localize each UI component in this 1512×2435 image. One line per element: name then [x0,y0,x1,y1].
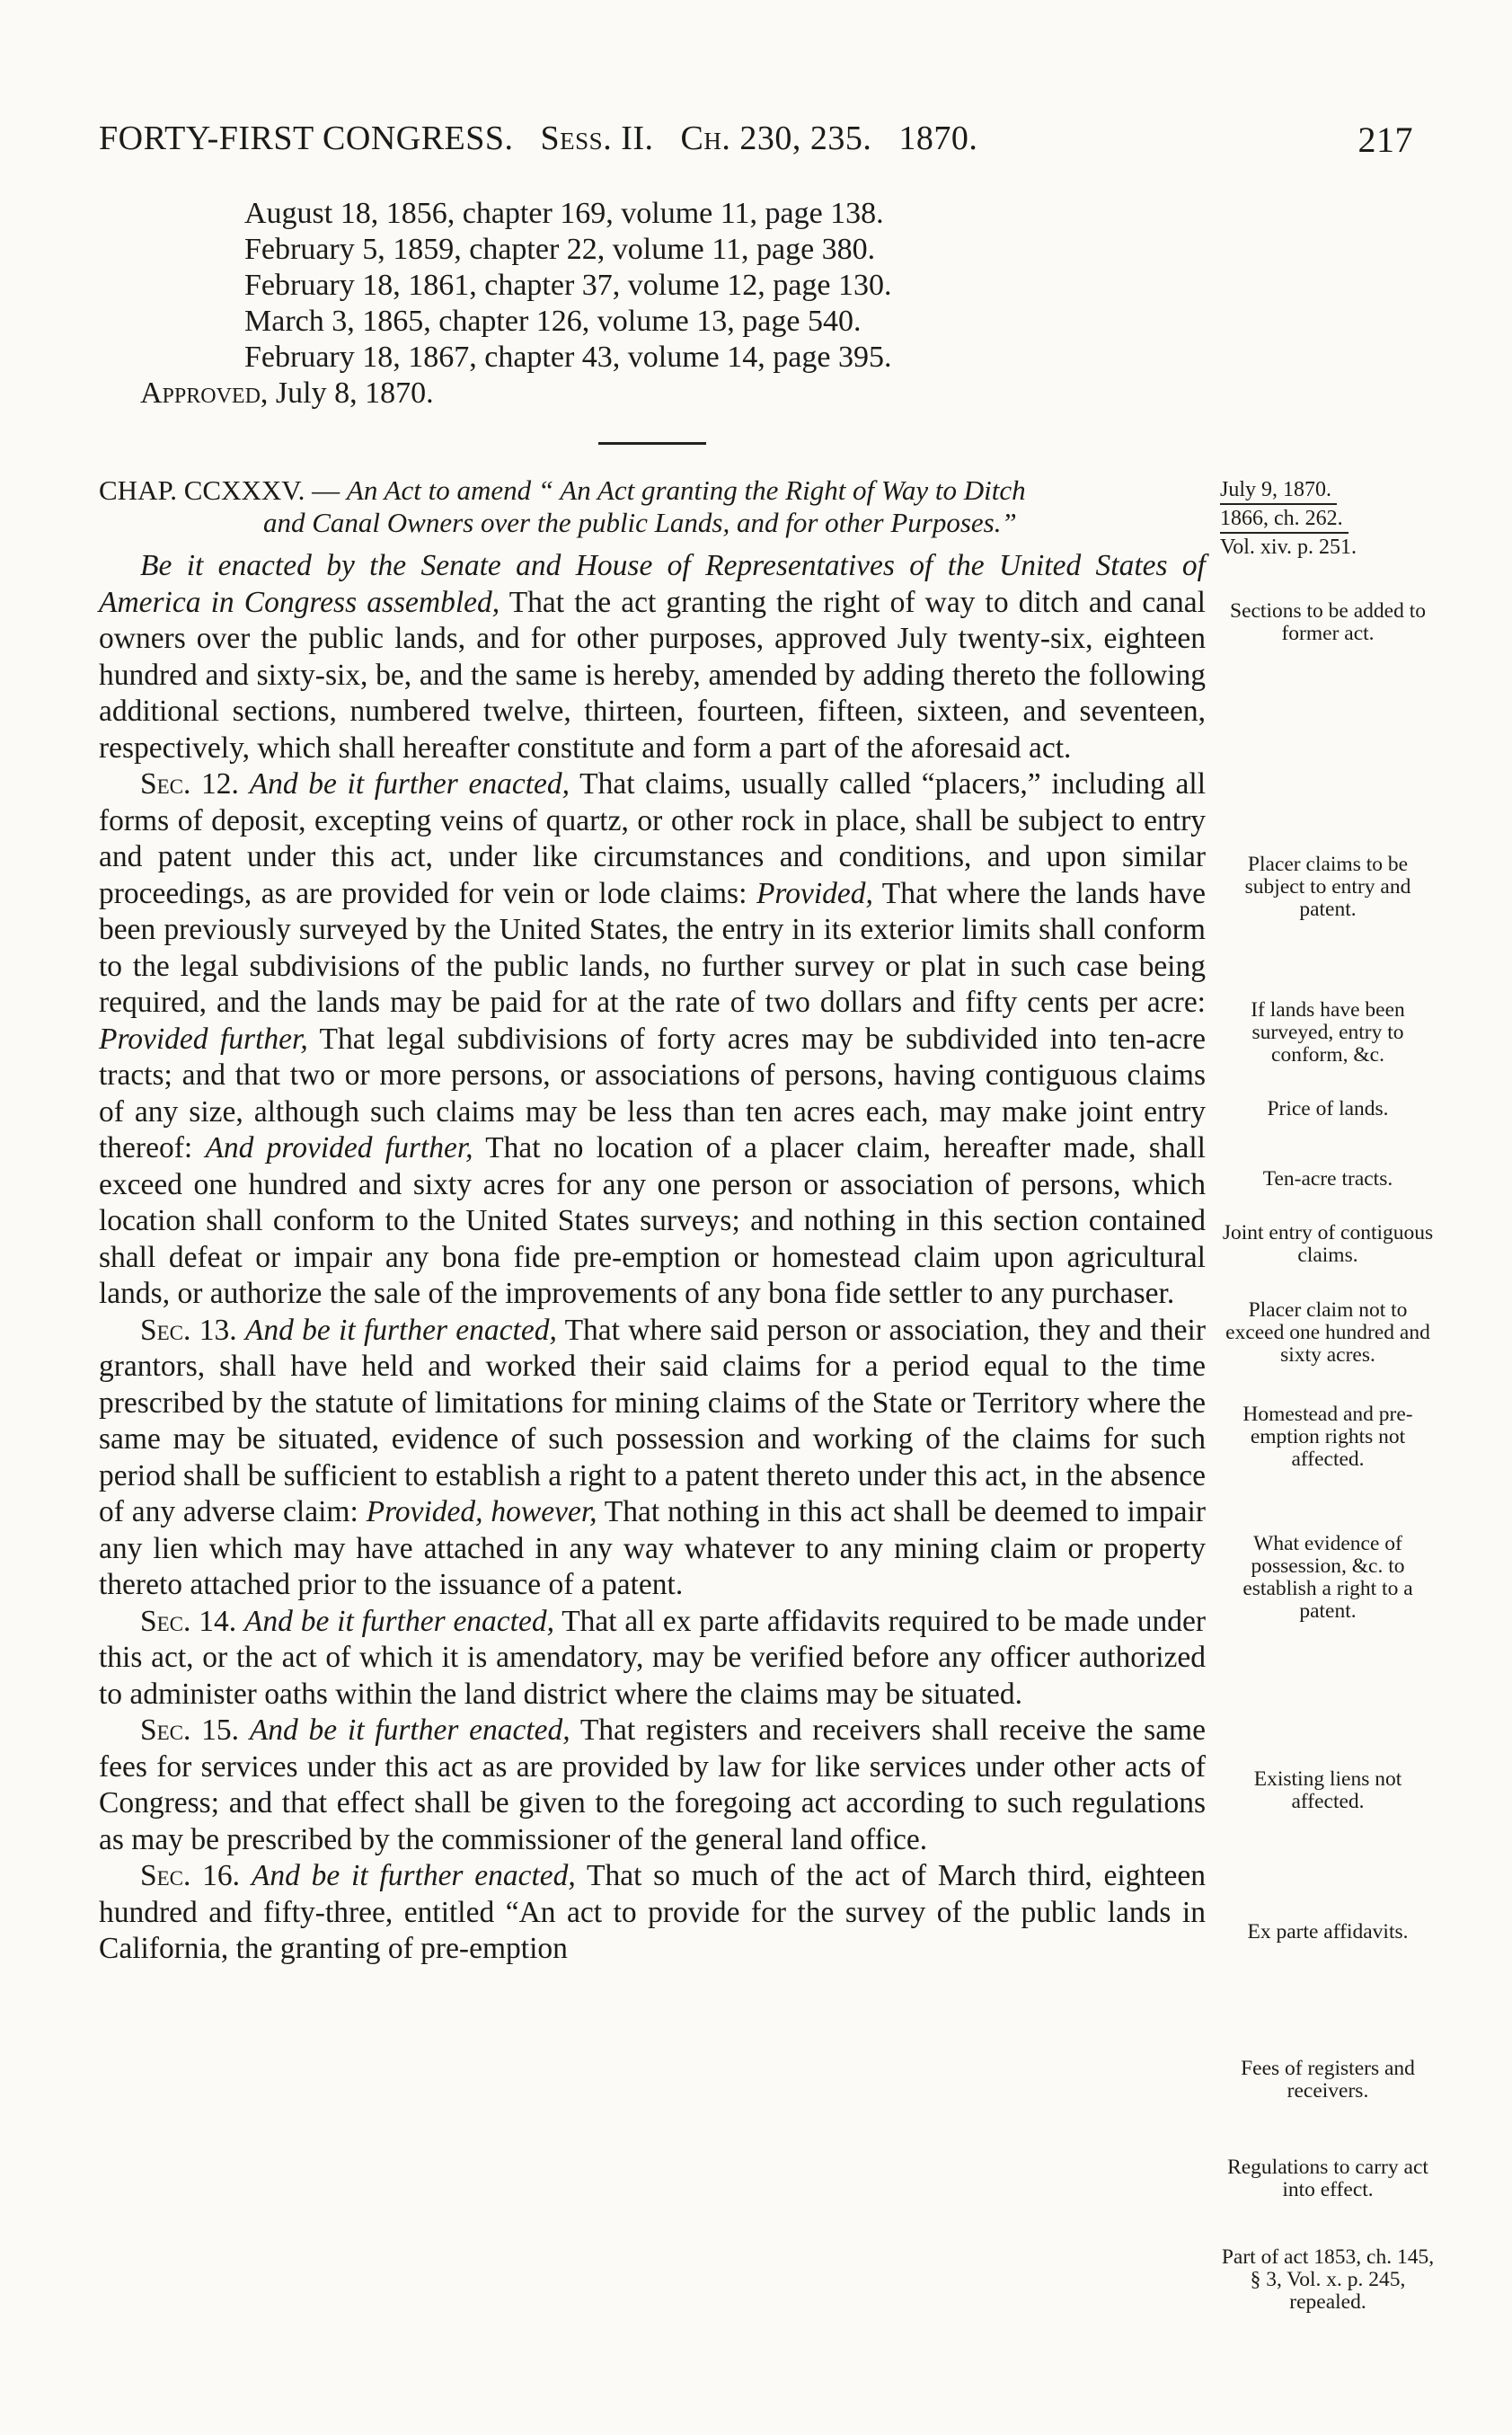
header-session: Sess. II. [540,120,654,157]
margin-note: Homestead and pre-emption rights not affected. [1242,1403,1413,1471]
margin-note: Regulations to carry act into effect. [1227,2156,1428,2201]
margin-note: Ex parte affidavits. [1247,1920,1409,1944]
section-12: Sec. 12. And be it further enacted, That claims, usually called “placers,” including all forms of deposit, excepting veins of quartz, or other rock in place, shall be subject to entry and patent under this act, under like circumstances and conditions, and upon similar proceedings, as are provided for vein or lode claims: Provided, That where the lands have been previously surveyed by the United States, the entry in its exterior limits shall conform to the legal subdivisions of the public lands, no further survey or plat in such case being required, and the lands may be paid for at the rate of two dollars and fifty cents per acre: Provided further, That legal subdivisions of forty acres may be subdivided into ten-acre tracts; and that two or more persons, or associations of persons, having contiguous claims of any size, although such claims may be less than ten acres each, may make joint entry thereof: And provided further, That no location of a placer claim, hereafter made, shall exceed one hundred and sixty acres for any one person or association of persons, which location shall conform to the United States surveys; and nothing in this section contained shall defeat or impair any bona fide pre-emption or homestead claim upon agricultural lands, or authorize the sale of the improvements of any bona fide settler to any purchaser. [99,767,1207,1310]
margin-note: Fees of registers and receivers. [1241,2057,1415,2103]
page-number: 217 [1357,120,1413,160]
header-chapters: Ch. 230, 235. [680,120,872,157]
previous-act-citations [99,196,1231,412]
section-16: Sec. 16. And be it further enacted, That so much of the act of March third, eighteen hundred and fifty-three, entitled “An act to provide for the survey of the public lands in California, the granting of pre-emption [99,1859,1207,1965]
margin-note: Placer claims to be subject to entry and patent. [1244,853,1411,921]
margin-note: Existing liens not affected. [1253,1767,1402,1813]
act-body [99,548,1206,1968]
margin-date-block [1220,476,1436,561]
section-14: Sec. 14. And be it further enacted, That all ex parte affidavits required to be made under this act, or the act of which it is amendatory, may be verified before any officer authorized to administer oaths within the land district where the claims may be situated. [99,1604,1206,1711]
citation-line: February 18, 1867, chapter 43, volume 14, page 395. [244,341,892,374]
chapter-heading [99,474,1204,539]
approval-line [99,376,1231,412]
approved-label: Approved, [140,376,269,410]
margin-note: Ten-acre tracts. [1262,1167,1393,1191]
citation-line: August 18, 1856, chapter 169, volume 11, page 138. [244,197,884,230]
volume-reference: Vol. xiv. p. 251. [1220,536,1357,559]
margin-note: Part of act 1853, ch. 145, § 3, Vol. x. p. 245, repealed. [1221,2245,1435,2314]
margin-note: If lands have been surveyed, entry to conform, &c. [1251,998,1405,1067]
chapter-title-line2: and Canal Owners over the public Lands, and for other Purposes.” [263,507,1017,538]
enacting-clause: Be it enacted by the Senate and House of Representatives of the United States of America in Congress assembled, That the act granting the right of way to ditch and canal owners over the public lands, and for other purposes, approved July twenty-six, eighteen hundred and sixty-six, be, and the same is hereby, amended by adding thereto the following additional sections, numbered twelve, thirteen, fourteen, fifteen, sixteen, and seventeen, respectively, which shall hereafter constitute and form a part of the aforesaid act. [99,549,1206,765]
margin-note: What evidence of possession, &c. to establish a right to a patent. [1242,1532,1413,1623]
chapter-title-line1: An Act to amend “ An Act granting the Right of Way to Ditch [346,474,1026,506]
margin-note: Price of lands. [1267,1097,1389,1120]
header-text [99,119,977,158]
header-congress: FORTY-FIRST CONGRESS. [99,120,514,157]
citation-line: February 5, 1859, chapter 22, volume 11, page 380. [244,233,876,266]
margin-note: Joint entry of contiguous claims. [1222,1221,1434,1267]
margin-note: Placer claim not to exceed one hundred and sixty acres. [1225,1298,1430,1367]
citation-line: February 18, 1861, chapter 37, volume 12, page 130. [244,269,892,302]
section-13: Sec. 13. And be it further enacted, That where said person or association, they and their grantors, shall have held and worked their said claims for a period equal to the time prescribed by the statute of limitations for mining claims of the State or Territory where the same may be situated, evidence of such possession and working of the claims for such period shall be sufficient to establish a right to a patent thereto under this act, in the absence of any adverse claim: Provided, however, That nothing in this act shall be deemed to impair any lien which may have attached in any way whatever to any mining claim or property thereto attached prior to the issuance of a patent. [99,1313,1207,1601]
margin-note: Sections to be added to former act. [1230,599,1426,645]
approved-date: July 8, 1870. [275,376,434,410]
header-year: 1870. [898,120,978,157]
act-date: July 9, 1870. [1220,476,1337,505]
running-head [99,119,1413,173]
chapter-number: CHAP. CCXXXV. — [99,474,340,506]
section-divider [598,442,706,445]
citation-line: March 3, 1865, chapter 126, volume 13, page 540. [244,305,862,338]
section-15: Sec. 15. And be it further enacted, That registers and receivers shall receive the same fees for services under this act as are provided by law for like services under other acts of Congress; and that effect shall be given to the foregoing act according to such regulations as may be prescribed by the commissioner of the general land office. [99,1713,1206,1856]
act-reference: 1866, ch. 262. [1220,505,1348,534]
